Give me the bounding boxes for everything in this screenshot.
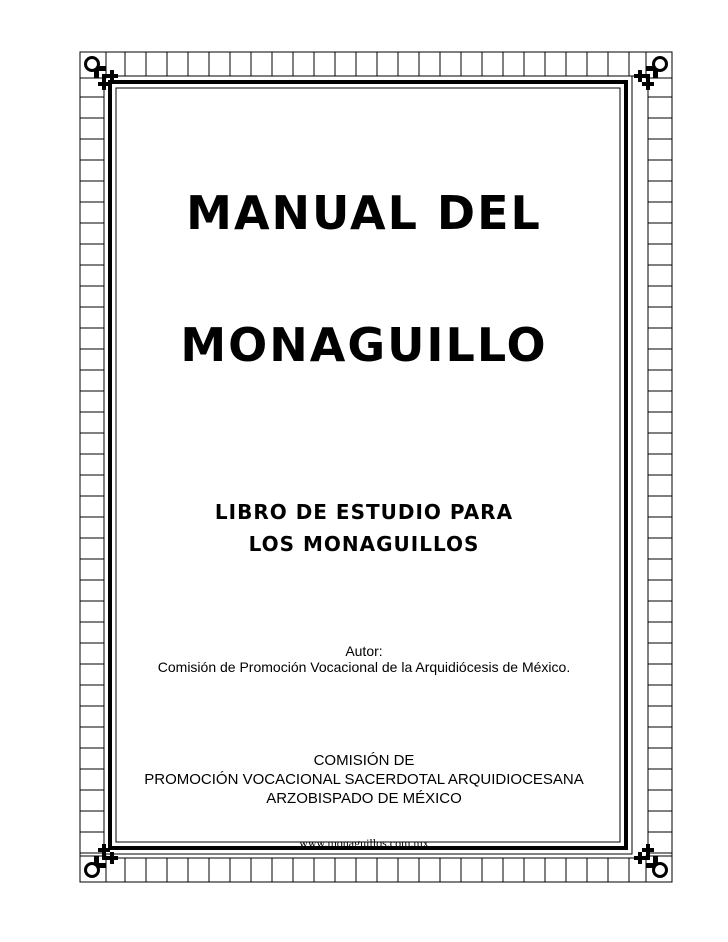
- corner-ornament: [634, 52, 672, 90]
- website-text: www.monaguillos.com.mx: [299, 836, 429, 850]
- title-line-2: MONAGUILLO: [180, 318, 548, 372]
- title-line-1: MANUAL DEL: [186, 186, 542, 240]
- org-line-3: ARZOBISPADO DE MÉXICO: [266, 790, 462, 807]
- org-line-1: COMISIÓN DE: [313, 752, 415, 769]
- org-line-2: PROMOCIÓN VOCACIONAL SACERDOTAL ARQUIDIOCESANA: [144, 771, 584, 788]
- author-label: Autor:: [345, 643, 383, 659]
- corner-ornament: [80, 52, 118, 90]
- author-name: Comisión de Promoción Vocacional de la Arquidiócesis de México.: [157, 659, 571, 675]
- subtitle-line-1: LIBRO DE ESTUDIO PARA: [214, 500, 514, 524]
- subtitle-line-2: LOS MONAGUILLOS: [248, 532, 480, 556]
